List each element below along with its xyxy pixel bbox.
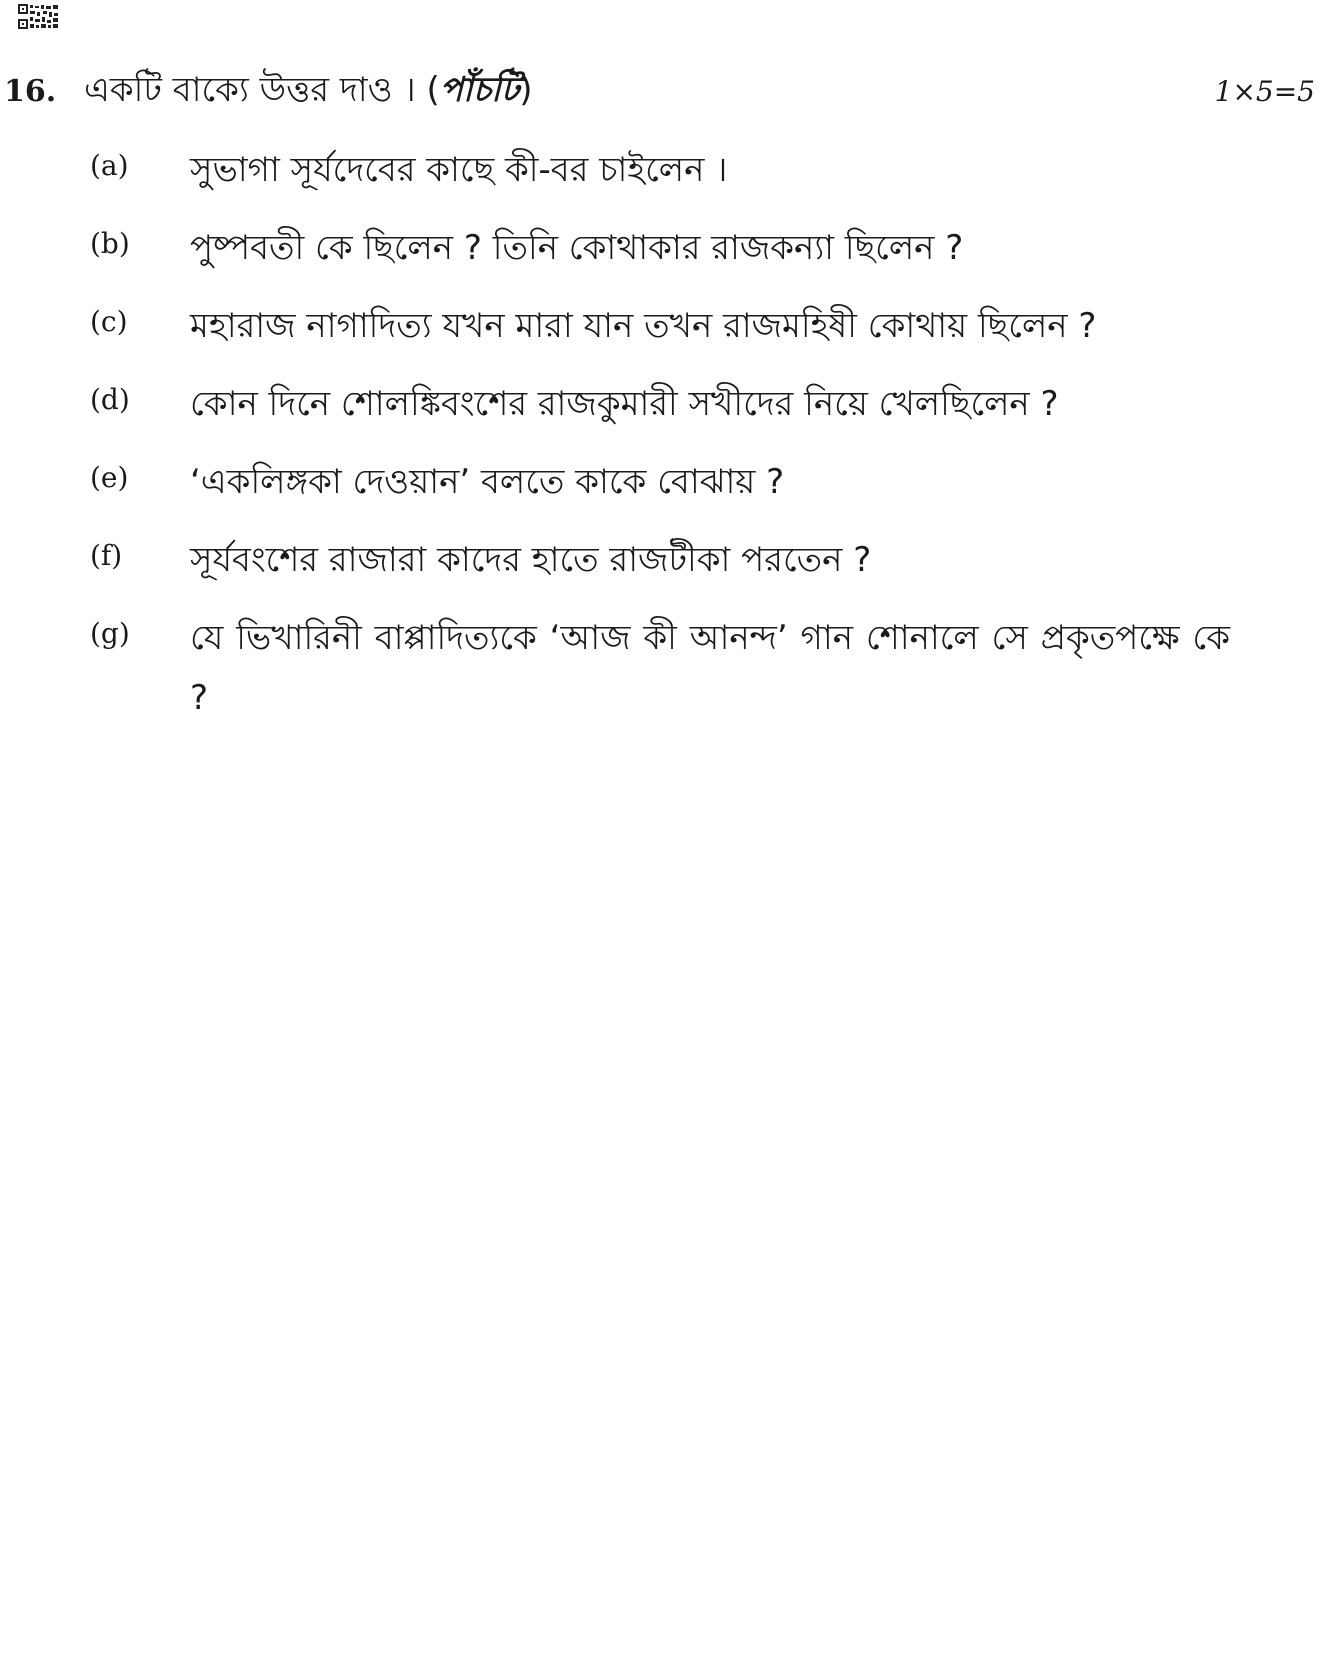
sub-question-text: কোন দিনে শোলঙ্কিবংশের রাজকুমারী সখীদের নিয়ে খেলছিলেন ?: [190, 384, 1059, 424]
question-header: [0, 62, 1323, 122]
sub-question-label: (f): [90, 539, 123, 572]
instruction-close: ): [519, 70, 533, 110]
sub-question-text: সূর্যবংশের রাজারা কাদের হাতে রাজটীকা পরতেন ?: [190, 540, 872, 580]
sub-question-text: যে ভিখারিনী বাপ্পাদিত্যকে ‘আজ কী আনন্দ’ গান শোনালে সে প্রকৃতপক্ষে কে ?: [190, 618, 1230, 718]
sub-question-label: (b): [90, 227, 130, 260]
sub-question-label: (e): [90, 461, 129, 494]
sub-question-label: (d): [90, 383, 130, 416]
sub-question-label: (a): [90, 149, 129, 182]
question-marks: 1×5=5: [1214, 75, 1315, 108]
question-instruction: [84, 68, 533, 112]
instruction-text: একটি বাক্যে উত্তর দাও । (: [84, 70, 440, 110]
question-number: 16.: [4, 74, 57, 109]
qr-code-icon: [18, 4, 60, 30]
sub-question-text: পুষ্পবতী কে ছিলেন ? তিনি কোথাকার রাজকন্যা ছিলেন ?: [190, 228, 964, 268]
sub-question-label: (g): [90, 617, 130, 650]
sub-question-text: মহারাজ নাগাদিত্য যখন মারা যান তখন রাজমহিষী কোথায় ছিলেন ?: [190, 306, 1097, 346]
instruction-emphasis: পাঁচটি: [439, 70, 520, 110]
sub-question-text: সুভাগা সূর্যদেবের কাছে কী-বর চাইলেন ।: [190, 150, 728, 190]
sub-question-text: ‘একলিঙ্গকা দেওয়ান’ বলতে কাকে বোঝায় ?: [190, 462, 785, 502]
sub-question-label: (c): [90, 305, 128, 338]
